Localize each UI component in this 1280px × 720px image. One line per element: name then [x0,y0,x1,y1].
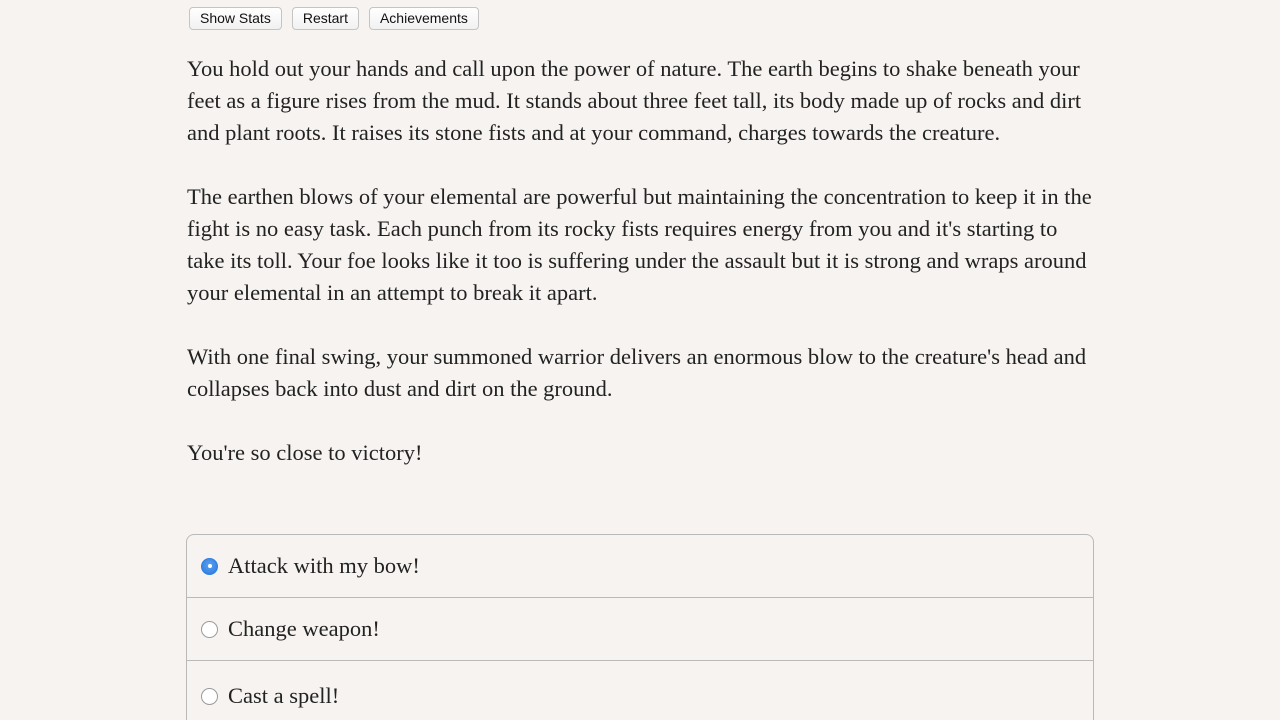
achievements-button[interactable]: Achievements [369,7,479,30]
story-paragraph: You're so close to victory! [187,440,423,465]
story-paragraph: With one final swing, your summoned warrior delivers an enormous blow to the creature's head and collapses back into dust and dirt on the ground. [187,344,1087,401]
show-stats-button[interactable]: Show Stats [189,7,282,30]
radio-button-icon[interactable] [201,688,218,705]
restart-button[interactable]: Restart [292,7,359,30]
radio-button-icon[interactable] [201,558,218,575]
toolbar [189,7,479,30]
choice-label: Cast a spell! [228,683,340,708]
choice-attack-with-bow[interactable] [187,535,1093,598]
choice-cast-spell[interactable] [187,661,1093,720]
story-paragraph: The earthen blows of your elemental are powerful but maintaining the concentration to keep it in the fight is no easy task. Each punch from its rocky fists requires energy from you and it's starting to take its toll. Your foe looks like it too is suffering under the assault but it is strong and wraps around your elemental in an attempt to break it apart. [187,184,1092,305]
choice-change-weapon[interactable] [187,598,1093,661]
choice-list [186,534,1094,720]
story-text [187,53,1097,501]
choice-label: Change weapon! [228,616,380,641]
choice-label: Attack with my bow! [228,553,420,578]
radio-button-icon[interactable] [201,621,218,638]
story-paragraph: You hold out your hands and call upon the power of nature. The earth begins to shake beneath your feet as a figure rises from the mud. It stands about three feet tall, its body made up of rocks and dirt and plant roots. It raises its stone fists and at your command, charges towards the creature. [187,56,1082,145]
